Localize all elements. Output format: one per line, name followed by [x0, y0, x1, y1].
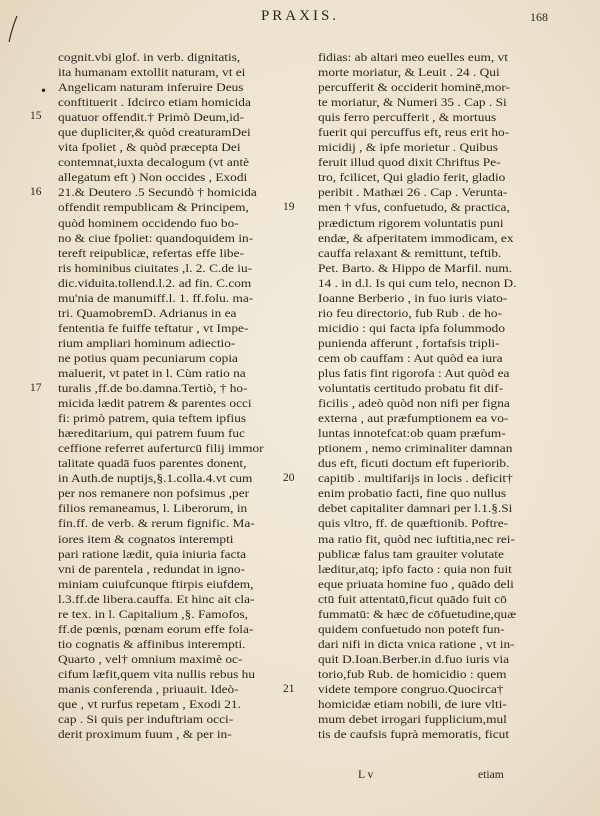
text-line: Ioanne Berberio , in fuo iuris viato-: [318, 291, 508, 305]
text-line: ita humanam extollit naturam, vt ei: [58, 66, 246, 80]
text-line: tio cognatis & affinibus interempti.: [58, 637, 246, 651]
text-line: punienda afferunt , fortafsis tripli-: [318, 336, 500, 350]
text-line: tri. QuamobremD. Adrianus in ea: [58, 306, 237, 320]
signature-mark: L v: [358, 768, 374, 781]
text-line: capitib . multifarijs in locis . deficit†: [318, 472, 513, 486]
text-line: morte moriatur, & Leuit . 24 . Qui: [318, 66, 500, 80]
margin-note-21: 21: [283, 683, 295, 695]
text-line: micidij , & ipfe morietur . Quibus: [318, 141, 498, 155]
running-title: PRAXIS.: [260, 8, 340, 24]
text-line: quis ferro percufferit , & mortuus: [318, 111, 497, 125]
text-line: quis vltro, ff. de quæftionib. Poftre-: [318, 517, 509, 531]
text-line: fidias: ab altari meo euelles eum, vt: [318, 51, 508, 64]
text-line: ff.de pœnis, pœnam eorum effe fola-: [58, 622, 254, 636]
text-line: cem ob cauffam : Aut quòd ea iura: [318, 351, 503, 365]
text-line: talitate quadā fuos parentes donent,: [58, 457, 247, 471]
text-line: dari nifi in dicta vnica ratione , vt in-: [318, 637, 515, 651]
margin-note-19: 19: [283, 201, 295, 213]
text-line: homicidæ etiam nobili, de iure vlti-: [318, 698, 507, 712]
text-line: peribit . Mathæi 26 . Cap . Verunta-: [318, 186, 508, 200]
text-line: que dupliciter,& quòd creaturamDei: [58, 126, 251, 140]
catchword: etiam: [478, 768, 504, 781]
text-line: 14 . in d.l. Is qui cum telo, necnon D.: [318, 276, 517, 290]
right-text-column: [318, 50, 540, 742]
text-line: cap . Si quis per induftriam occi-: [58, 713, 234, 727]
text-line: men † vfus, confuetudo, & practica,: [318, 201, 510, 215]
text-line: no & ciue fpoliet: quandoquidem in-: [58, 231, 254, 245]
text-line: offendit rempublicam & Principem,: [58, 201, 249, 215]
text-line: fi: primò patrem, quia teftem ipfius: [58, 412, 247, 426]
text-line: tis de caufsis fuprà memoratis, ficut: [318, 728, 510, 742]
text-line: re tex. in l. Capitalium ,§. Famofos,: [58, 607, 248, 621]
text-line: micidio : qui facta ipfa folummodo: [318, 321, 506, 335]
text-line: enim probatio facti, fine quo nullus: [318, 487, 507, 501]
text-line: Pet. Barto. & Hippo de Marfil. num.: [318, 261, 513, 275]
text-line: quòd hominem occidendo fuo bo-: [58, 216, 239, 230]
margin-note-15: 15: [30, 110, 42, 122]
text-line: rio feu directorio, fub Rub . de ho-: [318, 306, 503, 320]
text-line: mum debet irrogari fupplicium,mul: [318, 713, 507, 727]
text-line: feruit illud quod dixit Chriftus Pe-: [318, 156, 501, 170]
text-line: videte tempore congruo.Quocirca†: [318, 682, 504, 696]
text-line: ma ratio fit, quòd nec iuftitia,nec rei-: [318, 532, 515, 546]
text-line: contemnat,iuxta decalogum (vt antè: [58, 156, 250, 170]
text-line: 21.& Deutero .5 Secundò † homicida: [58, 186, 257, 200]
margin-note-17: 17: [30, 382, 42, 394]
text-line: cauffa relaxant & remittunt, teftib.: [318, 246, 502, 260]
text-line: ne potius quam pecuniarum copia: [58, 351, 238, 365]
text-line: fententia fe fuiffe teftatur , vt Impe-: [58, 321, 249, 335]
text-line: miniam cuiufcunque ftirpis eiufdem,: [58, 577, 254, 591]
text-line: percufferit & occiderit hominē,mor-: [318, 81, 511, 95]
page-number: 168: [530, 10, 548, 24]
text-line: vni de parentela , redundat in igno-: [58, 562, 245, 576]
text-line: læditur,atq; ipfo facto : quia non fuit: [318, 562, 512, 576]
text-line: hæreditarium, qui patrem fuum fuc: [58, 427, 245, 441]
text-line: torio,fub Rub. de homicidio : quem: [318, 667, 507, 681]
text-line: ctū fuit attentatū,ficut quādo fuit cō: [318, 592, 507, 606]
text-line: mu'nia de manumiff.l. 1. ff.folu. ma-: [58, 291, 254, 305]
text-line: allegatum eft ) Non occides , Exodi: [58, 171, 248, 185]
text-line: quatuor offendit.† Primò Deum,id-: [58, 111, 245, 125]
text-line: tereft reipublicæ, refertas effe libe-: [58, 246, 244, 260]
text-line: te moriatur, & Numeri 35 . Cap . Si: [318, 96, 507, 110]
text-line: ptionem , nemo criminaliter damnan: [318, 442, 513, 456]
text-line: manis conferenda , priuauit. Ideò-: [58, 682, 239, 696]
text-line: filios remaneamus, l. Liberorum, in: [58, 502, 248, 516]
text-line: ficilis , adeò quòd non nifi per figna: [318, 397, 510, 411]
text-line: cognit.vbi glof. in verb. dignitatis,: [58, 51, 241, 64]
text-line: maluerit, vt patet in l. Cùm ratio na: [58, 366, 246, 380]
text-line: Angelicam naturam inferuire Deus: [58, 81, 244, 95]
text-line: dus eft, ficuti doctum eft fuperiorib.: [318, 457, 510, 471]
margin-bullet: •: [40, 84, 48, 98]
text-line: cifum læfit,quem vita nullis rebus hu: [58, 667, 256, 681]
text-line: publicæ falus tam grauiter volutate: [318, 547, 504, 561]
text-line: luntas innotefcat:ob quam præfum-: [318, 427, 506, 441]
text-line: fummatū: & hæc de cōfuetudine,quæ: [318, 607, 517, 621]
text-line: per nos remanere non pofsimus ,per: [58, 487, 250, 501]
text-line: quit D.Ioan.Berber.in d.fuo iuris via: [318, 652, 510, 666]
text-line: vita fpoliet , & quòd præcepta Dei: [58, 141, 241, 155]
text-line: micida lædit patrem & parentes occi: [58, 397, 252, 411]
text-line: quidem confuetudo non poteft fun-: [318, 622, 505, 636]
text-line: endæ, & afperitatem immodicam, ex: [318, 231, 514, 245]
text-line: ceffione referret auferturcū filij immor: [58, 442, 264, 456]
margin-note-16: 16: [30, 186, 42, 198]
text-line: tro, fcilicet, Qui gladio ferit, gladio: [318, 171, 506, 185]
text-line: conftituerit . Idcirco etiam homicida: [58, 96, 251, 110]
text-line: rium ampliari hominum adiectio-: [58, 336, 236, 350]
margin-note-20: 20: [283, 472, 295, 484]
left-text-column: [58, 50, 280, 742]
text-line: plus fatis fint rigorofa : Aut quòd ea: [318, 366, 510, 380]
text-line: Quarto , vel† omnium maximè oc-: [58, 652, 243, 666]
text-line: eque priuata homine fuo , quādo deli: [318, 577, 514, 591]
text-line: fuerit qui percuffus eft, reus erit ho-: [318, 126, 510, 140]
page-header: [0, 8, 600, 32]
text-line: fin.ff. de verb. & rerum fignific. Ma-: [58, 517, 255, 531]
text-line: debet capitaliter damnari per l.1.§.Si: [318, 502, 513, 516]
text-line: ris hominibus ciuitates ,l. 2. C.de iu-: [58, 261, 253, 275]
text-line: in Auth.de nuptijs,§.1.colla.4.vt cum: [58, 472, 253, 486]
text-line: turalis ,ff.de bo.damna.Tertiò, † ho-: [58, 382, 248, 396]
text-line: prædictum rigorem voluntatis puni: [318, 216, 504, 230]
text-line: pari ratione lædit, quia iniuria facta: [58, 547, 247, 561]
text-line: iores item & cognatos interempti: [58, 532, 234, 546]
text-line: l.3.ff.de libera.cauffa. Et hinc ait cla-: [58, 592, 255, 606]
text-line: externa , aut præfumptionem ea vo-: [318, 412, 509, 426]
text-line: que , vt rurfus repetam , Exodi 21.: [58, 698, 241, 712]
text-line: derit proximum fuum , & per in-: [58, 728, 232, 742]
text-line: voluntatis certitudo probatu fit dif-: [318, 382, 504, 396]
text-line: dic.viduita.tollend.l.2. ad fin. C.com: [58, 276, 252, 290]
